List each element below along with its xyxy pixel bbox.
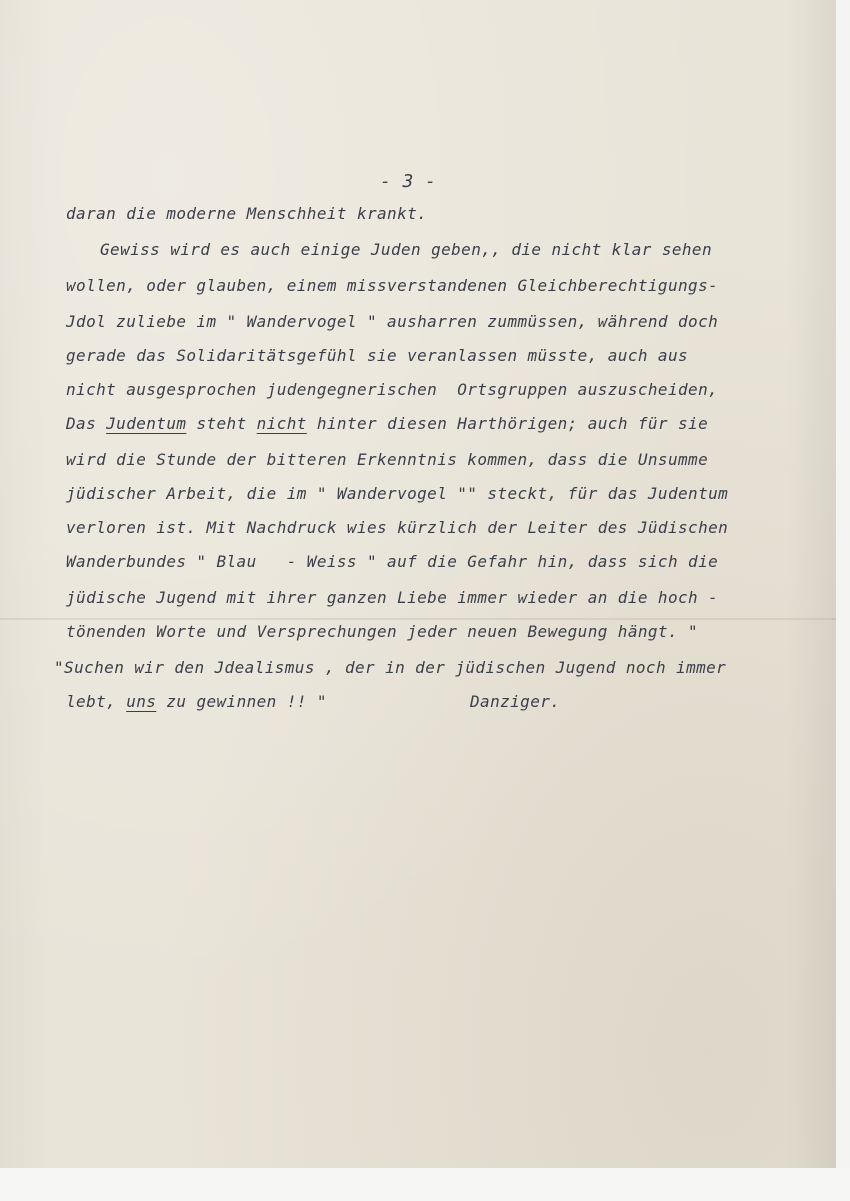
paper-fold-crease bbox=[0, 618, 836, 620]
text-line-1: daran die moderne Menschheit krankt. bbox=[66, 204, 428, 223]
text-line-15 bbox=[66, 692, 327, 712]
page-number: - 3 - bbox=[380, 171, 437, 192]
text-line-6: nicht ausgesprochen judengegnerischen Ortsgruppen auszuscheiden, bbox=[66, 380, 719, 399]
text-line-13: tönenden Worte und Versprechungen jeder neuen Bewegung hängt. " bbox=[66, 622, 699, 641]
scan-margin-bottom bbox=[0, 1168, 850, 1201]
text-segment: lebt, bbox=[66, 692, 127, 711]
text-line-8: wird die Stunde der bitteren Erkenntnis kommen, dass die Unsumme bbox=[66, 450, 709, 469]
text-segment: hinter diesen Harthörigen; auch für sie bbox=[306, 414, 709, 433]
text-line-12: jüdische Jugend mit ihrer ganzen Liebe immer wieder an die hoch - bbox=[66, 588, 719, 607]
underlined-word-judentum: Judentum bbox=[106, 414, 187, 433]
text-line-5: gerade das Solidaritätsgefühl sie veranlassen müsste, auch aus bbox=[66, 346, 689, 365]
text-segment: Das bbox=[66, 414, 107, 433]
text-line-11: Wanderbundes " Blau - Weiss " auf die Gefahr hin, dass sich die bbox=[66, 552, 719, 571]
text-line-9: jüdischer Arbeit, die im " Wandervogel "" steckt, für das Judentum bbox=[66, 484, 729, 503]
signature: Danziger. bbox=[470, 692, 561, 711]
text-line-3: wollen, oder glauben, einem missverstandenen Gleichberechtigungs- bbox=[66, 276, 719, 295]
text-segment: zu gewinnen !! " bbox=[156, 692, 327, 711]
scan-margin-right bbox=[836, 0, 850, 1168]
text-line-2: Gewiss wird es auch einige Juden geben,, die nicht klar sehen bbox=[100, 240, 713, 259]
underlined-word-nicht: nicht bbox=[256, 414, 307, 433]
text-line-4: Jdol zuliebe im " Wandervogel " ausharren zummüssen, während doch bbox=[66, 312, 719, 331]
underlined-word-uns: uns bbox=[126, 692, 157, 711]
text-line-7 bbox=[66, 414, 708, 434]
text-line-14: "Suchen wir den Jdealismus , der in der jüdischen Jugend noch immer bbox=[54, 658, 727, 677]
text-line-10: verloren ist. Mit Nachdruck wies kürzlich der Leiter des Jüdischen bbox=[66, 518, 729, 537]
text-segment: steht bbox=[186, 414, 257, 433]
